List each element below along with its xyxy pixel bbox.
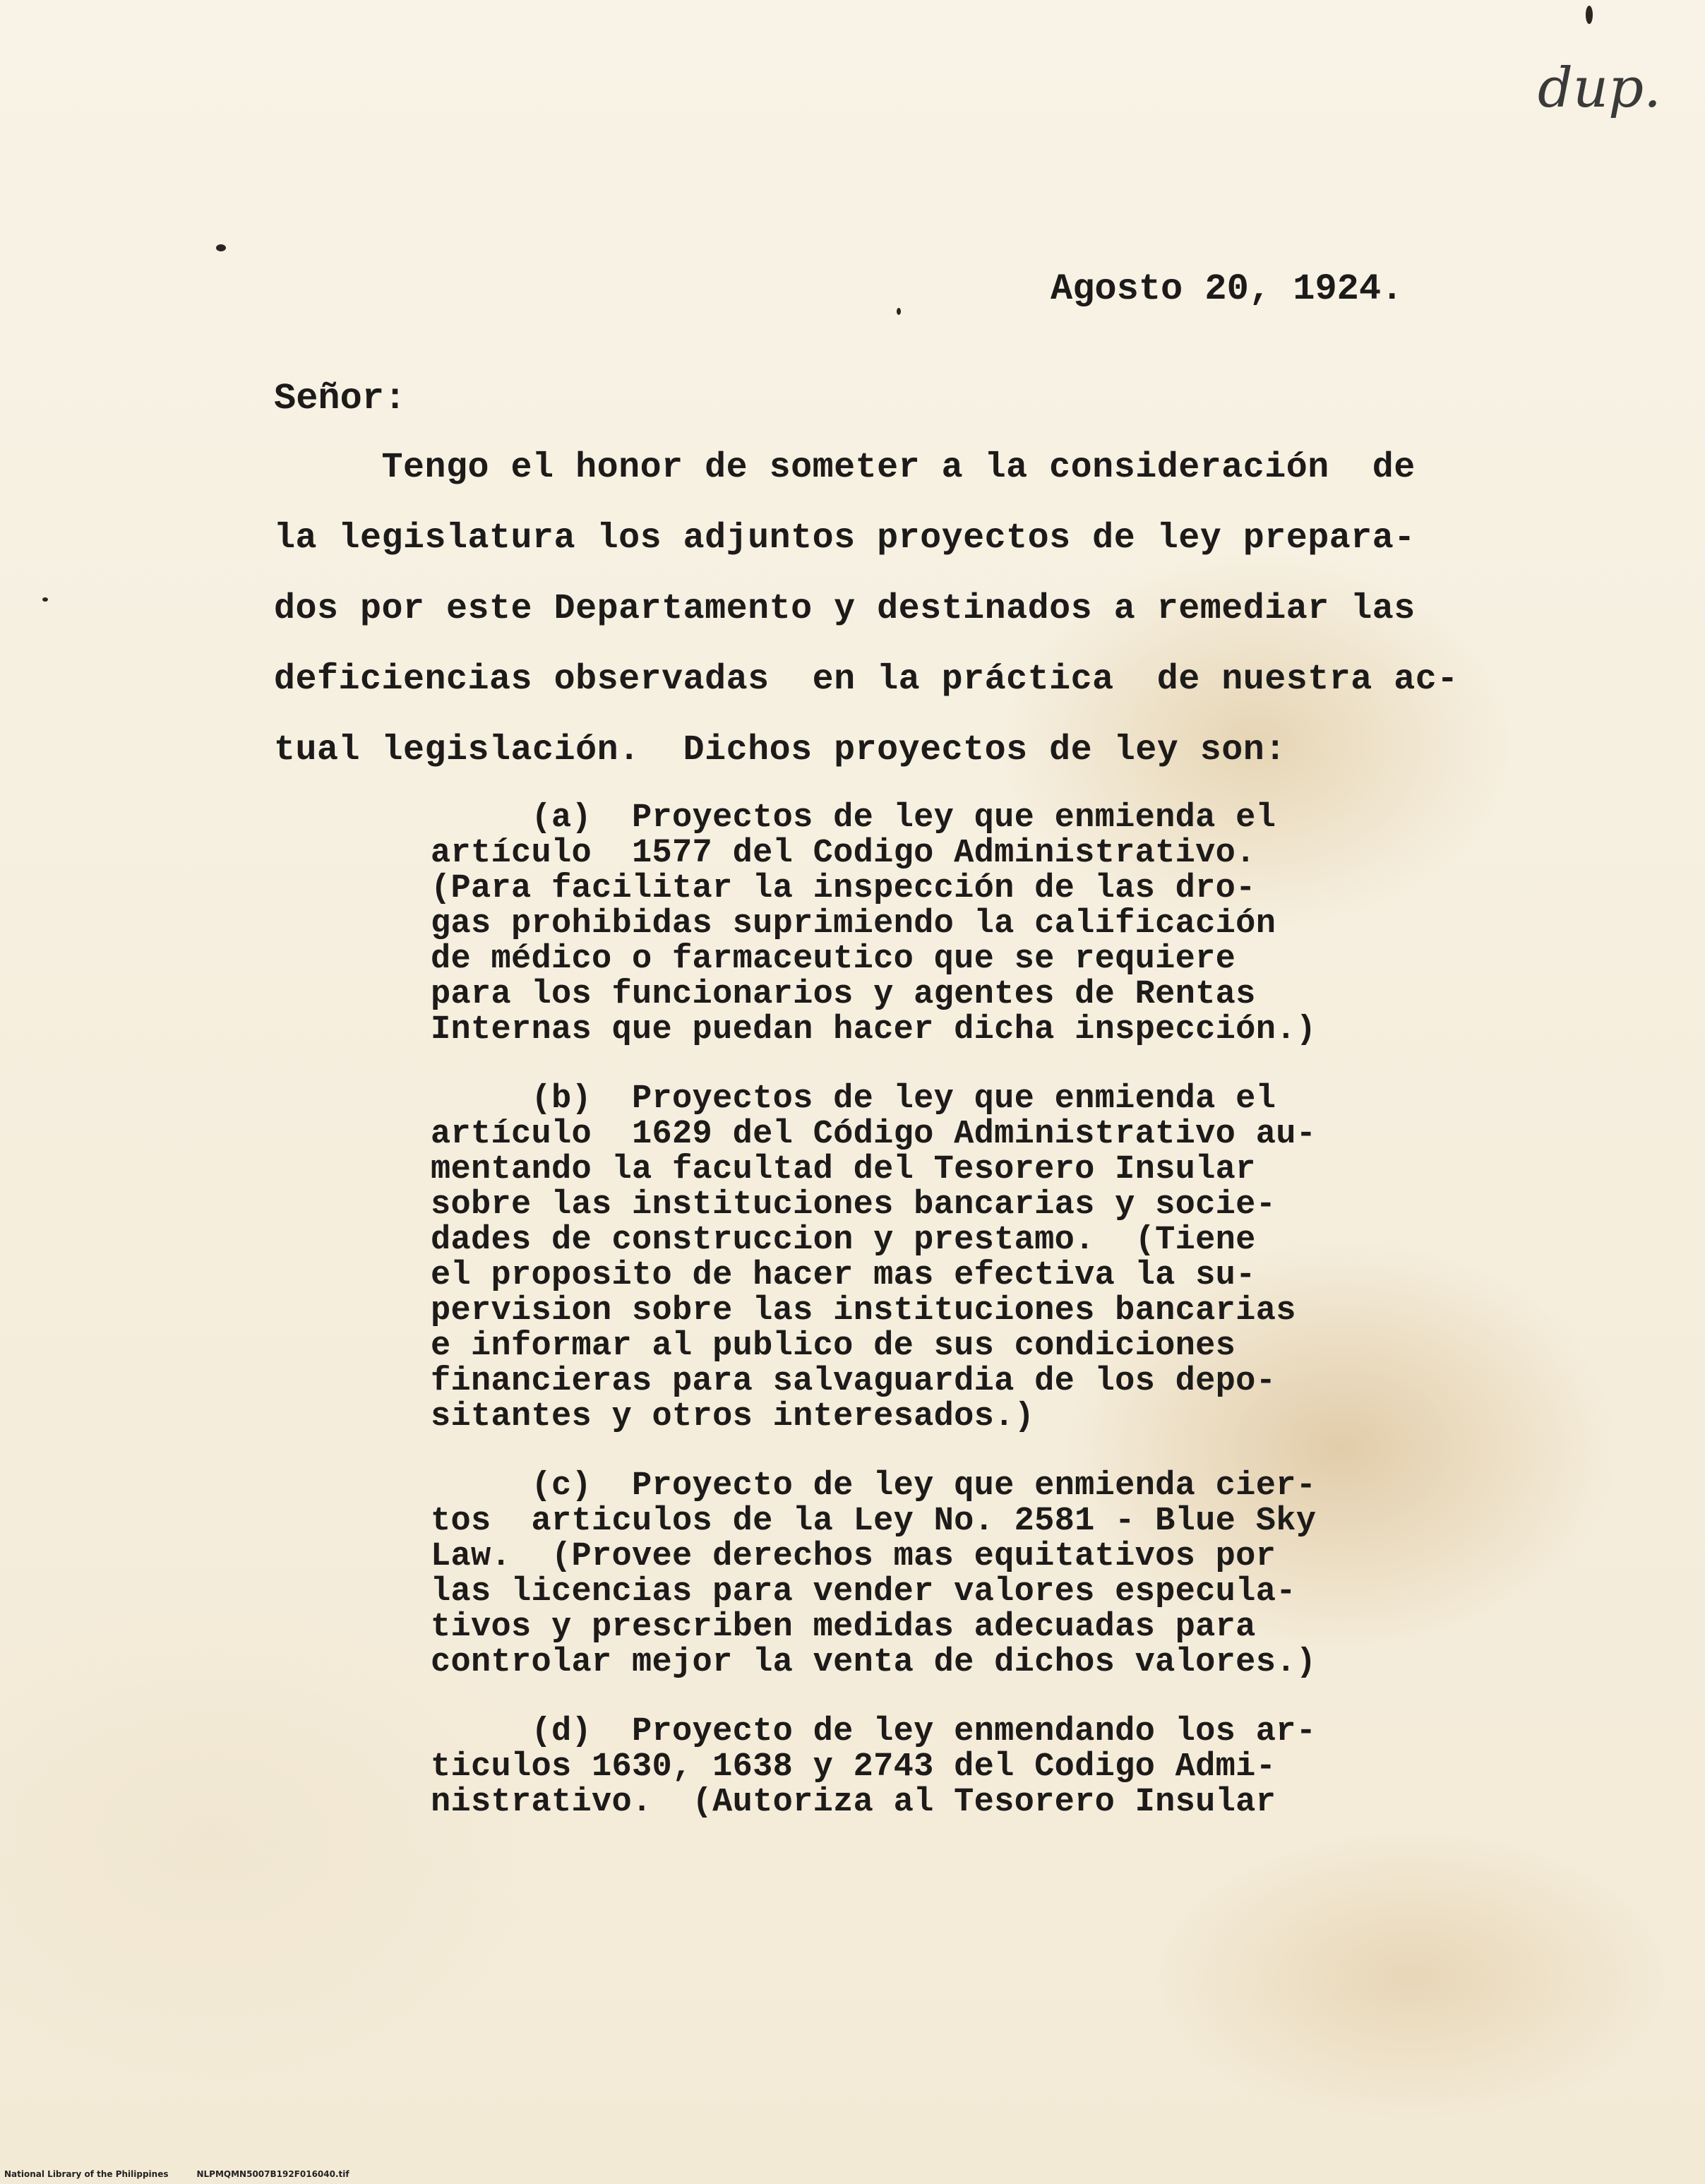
item-b-line: sitantes y otros interesados.) bbox=[431, 1398, 1035, 1436]
item-a-line: gas prohibidas suprimiendo la calificación bbox=[431, 905, 1276, 943]
ink-speck bbox=[897, 308, 901, 315]
ink-speck bbox=[42, 597, 48, 602]
item-a-line: para los funcionarios y agentes de Rentas bbox=[431, 976, 1256, 1013]
file-id: NLPMQMN5007B192F016040.tif bbox=[196, 2169, 349, 2179]
item-c-line: Law. (Provee derechos mas equitativos por bbox=[431, 1538, 1276, 1575]
item-a-line: artículo 1577 del Codigo Administrativo. bbox=[431, 835, 1256, 872]
item-b-line: financieras para salvaguardia de los depo- bbox=[431, 1363, 1276, 1400]
item-d-line: nistrativo. (Autoriza al Tesorero Insular bbox=[431, 1784, 1276, 1821]
item-a-line: Internas que puedan hacer dicha inspección.) bbox=[431, 1011, 1317, 1049]
item-b-line: pervision sobre las instituciones bancarias bbox=[431, 1292, 1296, 1330]
item-b-line: sobre las instituciones bancarias y socie- bbox=[431, 1186, 1276, 1224]
letter-date: Agosto 20, 1924. bbox=[1051, 268, 1404, 310]
item-c-line: controlar mejor la venta de dichos valores.) bbox=[431, 1644, 1317, 1681]
item-c-line: las licencias para vender valores especula- bbox=[431, 1573, 1296, 1611]
intro-line: la legislatura los adjuntos proyectos de ley prepara- bbox=[274, 518, 1416, 559]
item-b-line: artículo 1629 del Código Administrativo au- bbox=[431, 1116, 1317, 1153]
item-c-line: tos articulos de la Ley No. 2581 - Blue Sky bbox=[431, 1503, 1317, 1540]
item-b-line: mentando la facultad del Tesorero Insular bbox=[431, 1151, 1256, 1188]
ink-speck bbox=[216, 244, 226, 251]
intro-line: tual legislación. Dichos proyectos de ley son: bbox=[274, 730, 1286, 770]
ink-speck bbox=[1586, 6, 1593, 24]
handwritten-note: dup. bbox=[1538, 56, 1661, 120]
item-c-line: tivos y prescriben medidas adecuadas para bbox=[431, 1609, 1256, 1646]
salutation: Señor: bbox=[274, 378, 407, 419]
item-d-line: ticulos 1630, 1638 y 2743 del Codigo Admi- bbox=[431, 1748, 1276, 1786]
item-a-line: (Para facilitar la inspección de las dro- bbox=[431, 870, 1256, 907]
item-a-line: de médico o farmaceutico que se requiere bbox=[431, 941, 1236, 978]
item-b-line: e informar al publico de sus condiciones bbox=[431, 1327, 1236, 1365]
intro-line: Tengo el honor de someter a la consideración de bbox=[274, 448, 1416, 488]
item-c-line: (c) Proyecto de ley que enmienda cier- bbox=[431, 1467, 1317, 1505]
item-b-line: dades de construccion y prestamo. (Tiene bbox=[431, 1222, 1256, 1259]
item-d-line: (d) Proyecto de ley enmendando los ar- bbox=[431, 1713, 1317, 1750]
item-b-line: el proposito de hacer mas efectiva la su- bbox=[431, 1257, 1256, 1294]
archive-footer bbox=[4, 2169, 378, 2179]
item-b-line: (b) Proyectos de ley que enmienda el bbox=[431, 1080, 1276, 1118]
library-name: National Library of the Philippines bbox=[4, 2169, 169, 2179]
intro-line: deficiencias observadas en la práctica de nuestra ac- bbox=[274, 660, 1459, 700]
item-a-line: (a) Proyectos de ley que enmienda el bbox=[431, 799, 1276, 837]
intro-line: dos por este Departamento y destinados a remediar las bbox=[274, 589, 1416, 629]
